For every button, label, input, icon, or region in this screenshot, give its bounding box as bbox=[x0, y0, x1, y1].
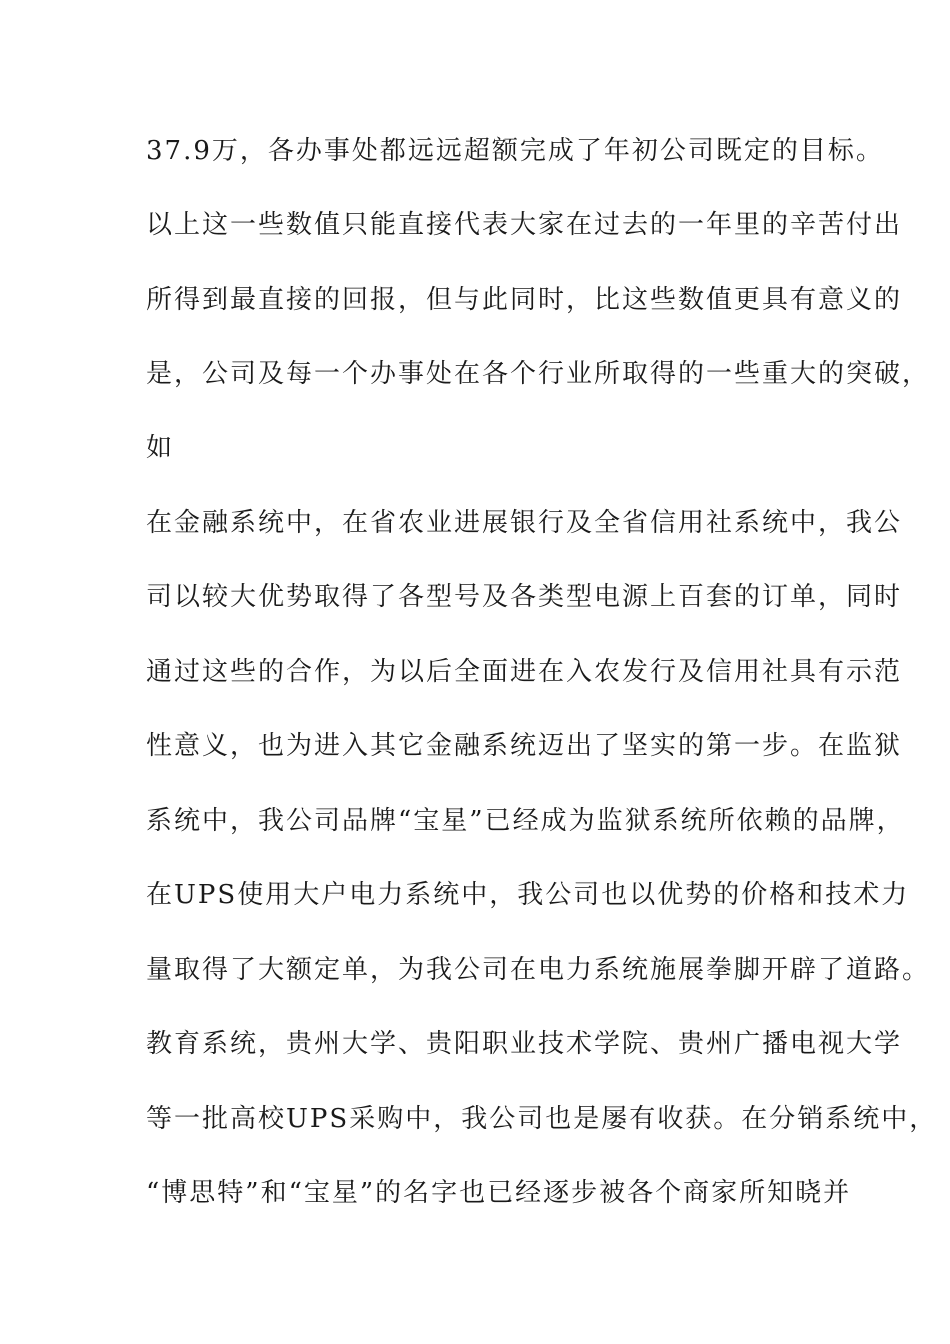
text-line: 以上这一些数值只能直接代表大家在过去的一年里的辛苦付出 bbox=[146, 210, 903, 240]
text-line: 通过这些的合作，为以后全面进在入农发行及信用社具有示范 bbox=[146, 657, 903, 687]
text-line: 教育系统，贵州大学、贵阳职业技术学院、贵州广播电视大学 bbox=[146, 1029, 903, 1059]
text-line: 系统中，我公司品牌“宝星”已经成为监狱系统所依赖的品牌， bbox=[146, 806, 905, 836]
text-line: 如 bbox=[146, 433, 175, 463]
text-line: 等一批高校UPS采购中，我公司也是屡有收获。在分销系统中， bbox=[146, 1104, 938, 1134]
text-line: 量取得了大额定单，为我公司在电力系统施展拳脚开辟了道路。 bbox=[146, 955, 931, 985]
text-line: 在金融系统中，在省农业进展银行及全省信用社系统中，我公 bbox=[146, 508, 903, 538]
text-line: 性意义，也为进入其它金融系统迈出了坚实的第一步。在监狱 bbox=[146, 731, 903, 761]
text-line: 37.9万，各办事处都远远超额完成了年初公司既定的目标。 bbox=[146, 136, 884, 166]
text-line: 是，公司及每一个办事处在各个行业所取得的一些重大的突破， bbox=[146, 359, 931, 389]
text-line: 司以较大优势取得了各型号及各类型电源上百套的订单，同时 bbox=[146, 582, 903, 612]
text-line: “博思特”和“宝星”的名字也已经逐步被各个商家所知晓并 bbox=[146, 1178, 852, 1208]
text-line: 在UPS使用大户电力系统中，我公司也以优势的价格和技术力 bbox=[146, 880, 910, 910]
text-line: 所得到最直接的回报，但与此同时，比这些数值更具有意义的 bbox=[146, 285, 903, 315]
